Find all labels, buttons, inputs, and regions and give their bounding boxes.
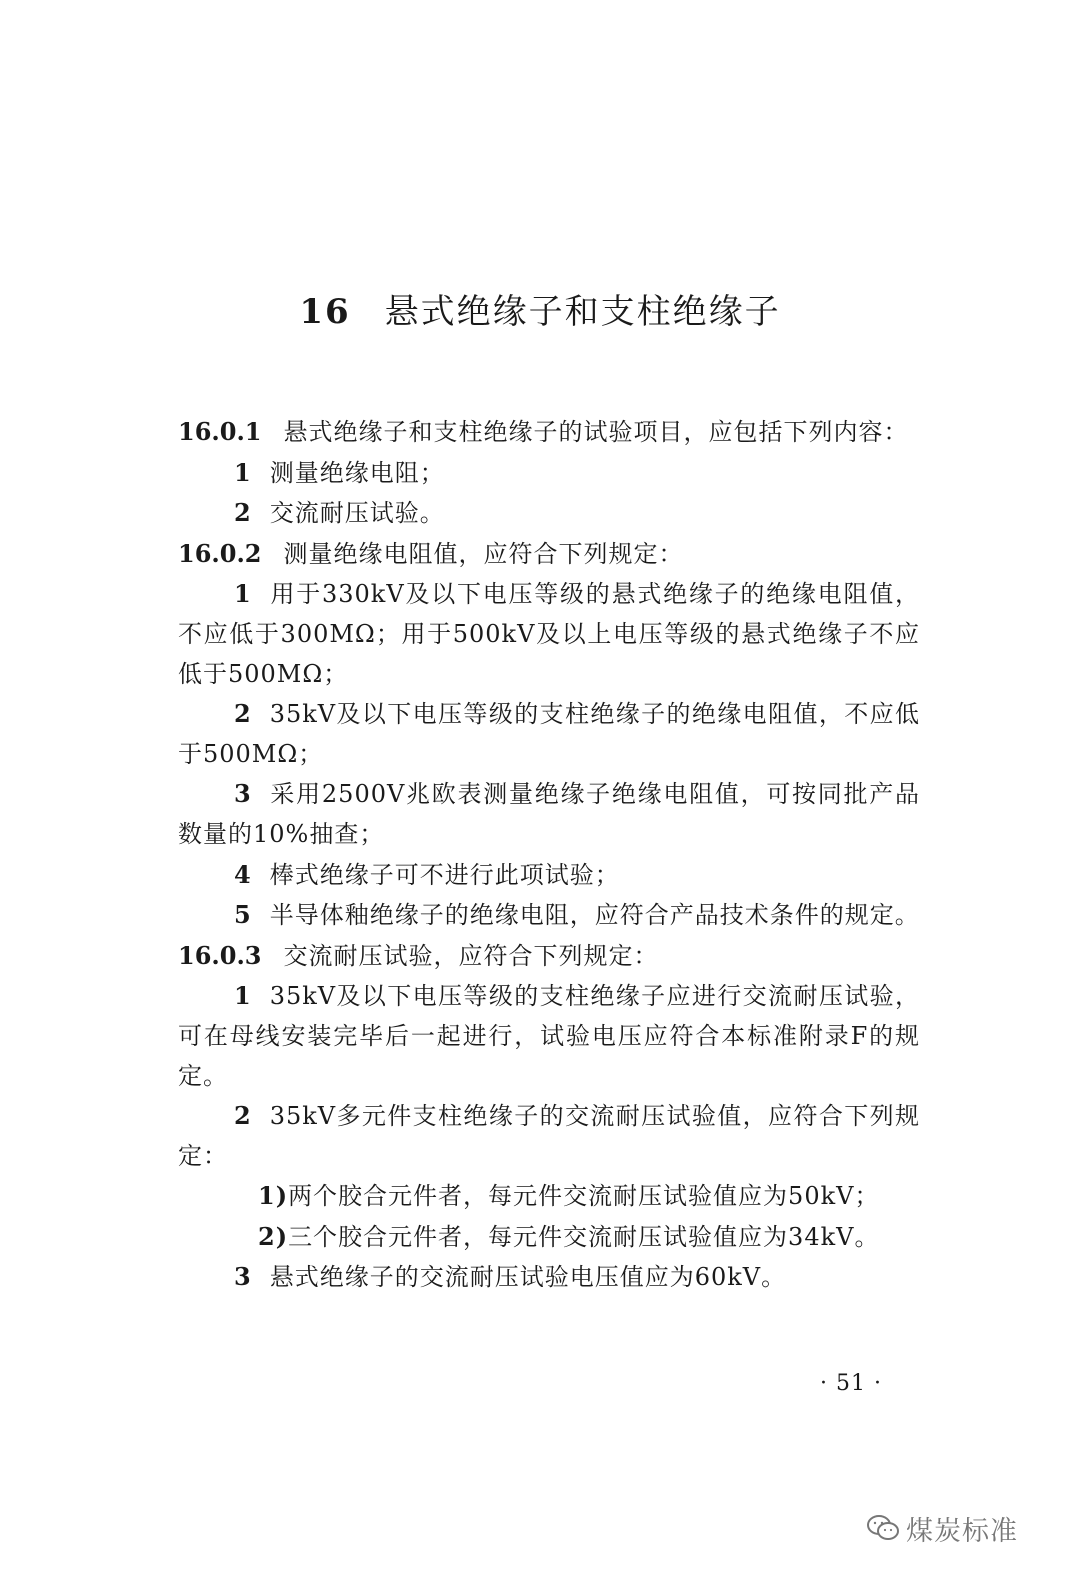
item-text: 35kV及以下电压等级的支柱绝缘子应进行交流耐压试验，可在母线安装完毕后一起进行，试验电压应符合本标准附录F的规定。 xyxy=(178,982,920,1090)
item-text: 35kV多元件支柱绝缘子的交流耐压试验值，应符合下列规定： xyxy=(178,1102,920,1170)
item-paragraph xyxy=(178,574,920,694)
item-number: 1 xyxy=(234,981,252,1011)
chapter-heading: 悬式绝缘子和支柱绝缘子 xyxy=(384,292,781,332)
document-body xyxy=(178,412,920,1298)
chapter-title xyxy=(0,288,1080,336)
clause-paragraph xyxy=(178,412,920,453)
item-text: 测量绝缘电阻； xyxy=(269,458,445,487)
chapter-number: 16 xyxy=(299,292,351,332)
sub-item-number: 1) xyxy=(258,1181,289,1211)
clause-text: 交流耐压试验，应符合下列规定： xyxy=(283,941,659,970)
item-number: 4 xyxy=(234,859,252,889)
watermark-text: 煤炭标准 xyxy=(906,1515,1018,1547)
clause-paragraph xyxy=(178,936,920,977)
wechat-icon xyxy=(866,1513,900,1543)
item-number: 5 xyxy=(234,900,252,930)
item-text: 采用2500V兆欧表测量绝缘子绝缘电阻值，可按同批产品数量的10%抽查； xyxy=(178,780,920,848)
sub-item-text: 两个胶合元件者，每元件交流耐压试验值应为50kV； xyxy=(288,1182,880,1211)
watermark xyxy=(866,1508,1018,1548)
item-number: 2 xyxy=(234,498,252,528)
item-number: 3 xyxy=(234,779,252,809)
clause-number: 16.0.3 xyxy=(178,940,262,970)
item-paragraph xyxy=(178,1096,920,1176)
item-paragraph xyxy=(178,694,920,774)
clause-text: 悬式绝缘子和支柱绝缘子的试验项目，应包括下列内容： xyxy=(283,418,909,446)
item-paragraph xyxy=(178,855,920,896)
item-number: 3 xyxy=(234,1262,252,1292)
sub-item-paragraph xyxy=(178,1176,920,1217)
item-text: 半导体釉绝缘子的绝缘电阻，应符合产品技术条件的规定。 xyxy=(269,901,920,930)
item-text: 35kV及以下电压等级的支柱绝缘子的绝缘电阻值，不应低于500MΩ； xyxy=(178,700,920,768)
item-paragraph xyxy=(178,453,920,494)
item-paragraph xyxy=(178,895,920,936)
item-text: 用于330kV及以下电压等级的悬式绝缘子的绝缘电阻值，不应低于300MΩ；用于500kV及以上电压等级的悬式绝缘子不应低于500MΩ； xyxy=(178,580,920,688)
item-paragraph xyxy=(178,493,920,534)
item-text: 棒式绝缘子可不进行此项试验； xyxy=(269,860,620,889)
item-text: 交流耐压试验。 xyxy=(269,499,445,528)
item-number: 2 xyxy=(234,699,252,729)
item-number: 1 xyxy=(234,457,252,487)
item-paragraph xyxy=(178,976,920,1096)
sub-item-number: 2) xyxy=(258,1221,289,1251)
clause-number: 16.0.2 xyxy=(178,538,262,568)
clause-number: 16.0.1 xyxy=(178,417,262,446)
sub-item-paragraph xyxy=(178,1217,920,1258)
item-number: 1 xyxy=(234,579,252,609)
page-number: · 51 · xyxy=(820,1371,882,1396)
clause-paragraph xyxy=(178,534,920,575)
item-paragraph xyxy=(178,1257,920,1298)
sub-item-text: 三个胶合元件者，每元件交流耐压试验值应为34kV。 xyxy=(288,1222,880,1251)
clause-text: 测量绝缘电阻值，应符合下列规定： xyxy=(283,539,684,568)
item-text: 悬式绝缘子的交流耐压试验电压值应为60kV。 xyxy=(269,1263,787,1292)
item-number: 2 xyxy=(234,1101,252,1131)
item-paragraph xyxy=(178,774,920,854)
